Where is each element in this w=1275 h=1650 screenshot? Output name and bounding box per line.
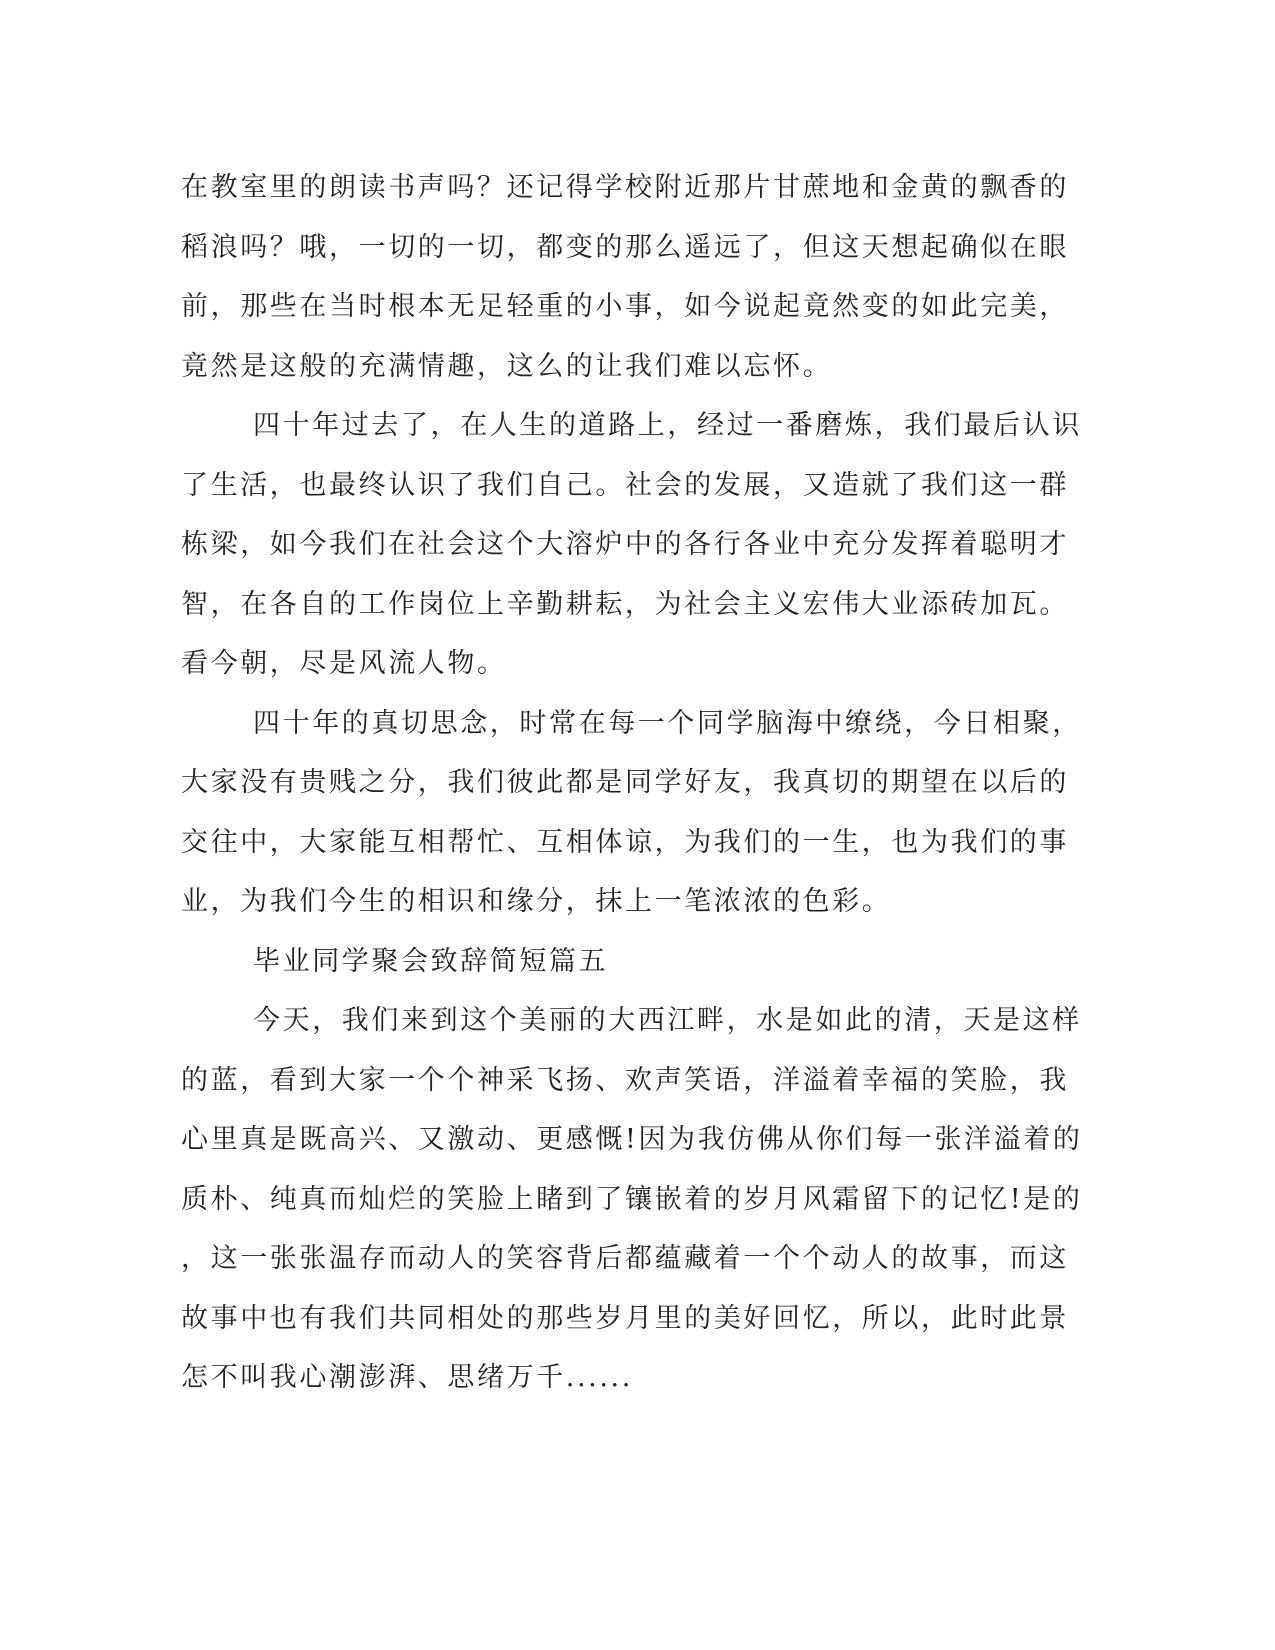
text-line: 质朴、纯真而灿烂的笑脸上睹到了镶嵌着的岁月风霜留下的记忆!是的: [181, 1183, 1083, 1215]
section-heading: 毕业同学聚会致辞简短篇五: [253, 945, 609, 977]
text-line: 在教室里的朗读书声吗？还记得学校附近那片甘蔗地和金黄的飘香的: [181, 172, 1069, 203]
text-line: 前，那些在当时根本无足轻重的小事，如今说起竟然变的如此完美，: [181, 291, 1069, 322]
text-line: 看今朝，尽是风流人物。: [181, 648, 507, 679]
text-line: 稻浪吗？哦，一切的一切，都变的那么遥远了，但这天想起确似在眼: [181, 231, 1069, 263]
paragraph-start-line: 今天，我们来到这个美丽的大西江畔，水是如此的清，天是这样: [253, 1005, 1082, 1036]
text-line: 栋梁，如今我们在社会这个大溶炉中的各行各业中充分发挥着聪明才: [181, 529, 1069, 560]
text-line: 竟然是这般的充满情趣，这么的让我们难以忘怀。: [181, 350, 833, 382]
body-text: [181, 158, 1083, 1408]
text-line: 交往中，大家能互相帮忙、互相体谅，为我们的一生，也为我们的事: [181, 826, 1069, 858]
paragraph-start-line: 四十年的真切思念，时常在每一个同学脑海中缭绕，今日相聚，: [253, 707, 1082, 739]
text-line: 智，在各自的工作岗位上辛勤耕耘，为社会主义宏伟大业添砖加瓦。: [181, 588, 1069, 620]
text-line: 的蓝，看到大家一个个神采飞扬、欢声笑语，洋溢着幸福的笑脸，我: [181, 1064, 1069, 1096]
paragraph-start-line: 四十年过去了，在人生的道路上，经过一番磨炼，我们最后认识: [253, 410, 1082, 441]
text-line: 业，为我们今生的相识和缘分，抹上一笔浓浓的色彩。: [181, 886, 892, 917]
text-line: ，这一张张温存而动人的笑容背后都蕴藏着一个个动人的故事，而这: [181, 1243, 1069, 1274]
text-line: 故事中也有我们共同相处的那些岁月里的美好回忆，所以，此时此景: [181, 1302, 1069, 1334]
text-line: 大家没有贵贱之分，我们彼此都是同学好友，我真切的期望在以后的: [181, 767, 1069, 798]
text-line: 怎不叫我心潮澎湃、思绪万千......: [181, 1362, 633, 1393]
text-line: 了生活，也最终认识了我们自己。社会的发展，又造就了我们这一群: [181, 469, 1069, 501]
text-line: 心里真是既高兴、又激动、更感慨!因为我仿佛从你们每一张洋溢着的: [181, 1124, 1083, 1155]
